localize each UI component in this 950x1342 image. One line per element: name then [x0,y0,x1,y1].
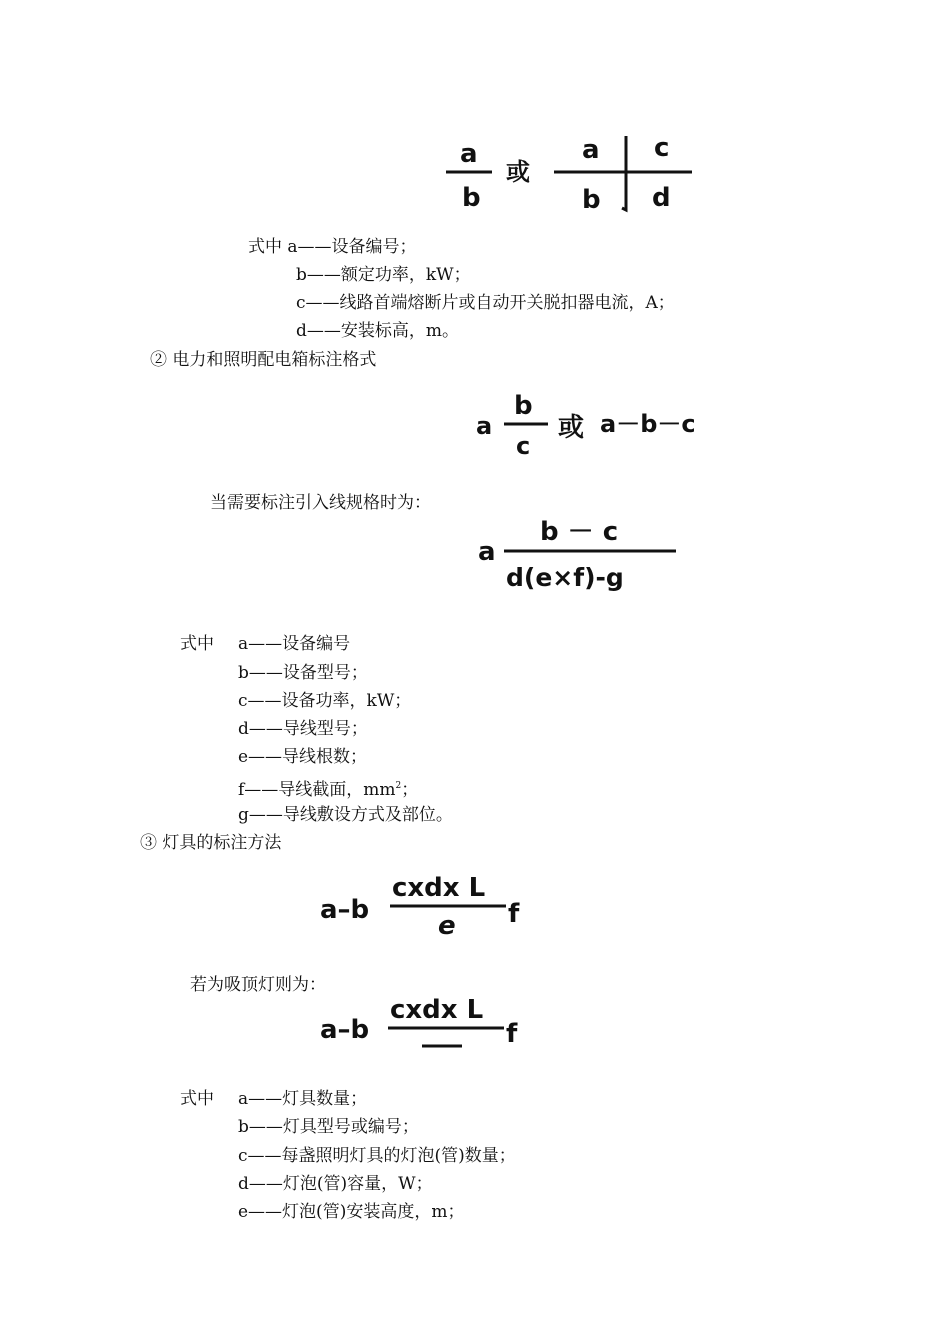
section2-title: ② 电力和照明配电箱标注格式 [150,350,377,370]
formula-luminaire-svg [316,868,536,940]
f5-left: a–b [320,1015,370,1045]
f2-alt: a－b－c [600,410,696,438]
legend2-item-c: c——设备功率，kW； [238,691,412,711]
formula-equipment-svg [440,128,700,218]
legend1-b: b——额定功率，kW； [296,265,471,285]
f5-right: f [506,1019,518,1049]
legend1-intro: 式中 a——设备编号； [248,237,417,257]
lead-in-text: 当需要标注引入线规格时为： [210,493,431,513]
f4-left: a–b [320,895,370,925]
legend2-item-d: d——导线型号； [238,719,368,739]
legend3-item-a: a——灯具数量； [238,1089,368,1109]
formula-distribution-box [472,388,712,460]
formula-equipment-notation [440,128,700,218]
f3-a: a [478,537,496,567]
f4-right: f [508,899,520,929]
formula-incoming-svg [474,508,684,598]
legend2-item-g: g——导线敷设方式及部位。 [238,805,453,825]
legend3-item-e: e——灯泡(管)安装高度，m； [238,1202,465,1222]
legend2-item-f-superscript: 2 [395,781,402,791]
legend2-item-f-row [238,775,418,801]
legend1-d: d——安装标高，m。 [296,321,460,341]
formula-incoming-line [474,508,684,598]
formula-ceiling-svg [316,990,536,1060]
f1-b2: b [582,185,601,215]
ceiling-lamp-note: 若为吸顶灯则为： [190,975,326,995]
f1-a2: a [582,135,600,165]
f1-d: d [652,183,671,213]
legend2-item-f: f——导线截面，mm [238,780,396,800]
f4-numerator: cxdx L [392,873,486,903]
f2-b: b [514,391,533,421]
f3-numerator: b － c [540,517,619,547]
legend1-c: c——线路首端熔断片或自动开关脱扣器电流，A； [296,293,675,313]
formula-luminaire [316,868,536,940]
legend3-prefix: 式中 [180,1089,214,1109]
f5-numerator: cxdx L [390,995,484,1025]
section3-title: ③ 灯具的标注方法 [140,833,282,853]
legend2-item-a: a——设备编号 [238,634,351,654]
legend2-item-f-suffix: ； [401,780,419,800]
f1-b: b [462,183,481,213]
f1-a: a [460,139,478,169]
legend2-item-b: b——设备型号； [238,663,368,683]
legend3-item-d: d——灯泡(管)容量，W； [238,1174,433,1194]
formula-ceiling-lamp [316,990,536,1060]
f2-c: c [516,432,531,460]
f2-a: a [476,412,493,440]
legend2-prefix: 式中 [180,634,214,654]
legend3-item-c: c——每盏照明灯具的灯泡(管)数量； [238,1146,516,1166]
formula-distribution-svg [472,388,712,460]
legend3-item-b: b——灯具型号或编号； [238,1117,419,1137]
f1-c: c [654,133,670,163]
legend2-item-e: e——导线根数； [238,747,368,767]
f3-denominator: d(e×f)-g [506,563,624,592]
f2-or: 或 [558,413,585,443]
f4-denominator: e [438,911,456,940]
f1-or: 或 [506,158,530,186]
